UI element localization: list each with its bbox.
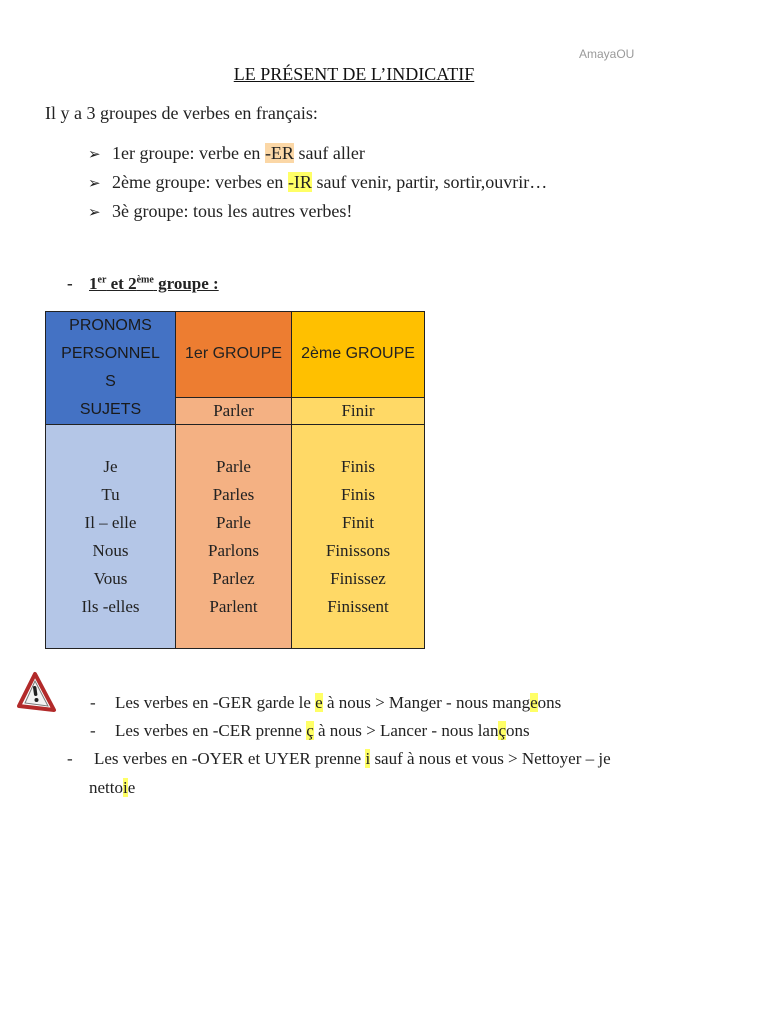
group2-header: 2ème GROUPE — [292, 312, 425, 398]
arrow-bullet-icon: ➢ — [88, 147, 101, 163]
list-item: ➢ 2ème groupe: verbes en -IR sauf venir, partir, sortir,ouvrir… — [88, 170, 547, 199]
conjugation-table — [45, 311, 425, 649]
list-item: ➢ 3è groupe: tous les autres verbes! — [88, 199, 547, 228]
highlight: -ER — [264, 143, 294, 163]
watermark: AmayaOU — [579, 47, 635, 61]
warning-triangle-icon — [16, 670, 58, 716]
rule-cer: - Les verbes en -CER prenne ç à nous > Lancer - nous lançons — [90, 721, 530, 740]
group2-forms: Finis Finis Finit Finissons Finissez Finissent — [292, 425, 425, 649]
group1-forms: Parle Parles Parle Parlons Parlez Parlent — [176, 425, 292, 649]
group-list — [88, 141, 547, 228]
group1-header: 1er GROUPE — [176, 312, 292, 398]
intro-text: Il y a 3 groupes de verbes en français: — [45, 103, 318, 123]
rule-oyer: - Les verbes en -OYER et UYER prenne i sauf à nous et vous > Nettoyer – je — [67, 749, 611, 768]
group1-verb: Parler — [176, 397, 292, 425]
pronoun-header: PRONOMS PERSONNEL S SUJETS — [46, 312, 176, 425]
section-heading: - 1er et 2ème groupe : — [67, 274, 219, 293]
highlight: -IR — [287, 172, 312, 192]
list-item: ➢ 1er groupe: verbe en -ER sauf aller — [88, 141, 547, 170]
rule-oyer-continued: nettoie — [89, 778, 136, 797]
page-title: LE PRÉSENT DE L’INDICATIF — [233, 64, 475, 84]
arrow-bullet-icon: ➢ — [88, 176, 101, 192]
pronoun-list: Je Tu Il – elle Nous Vous Ils -elles — [46, 425, 176, 649]
rule-ger: - Les verbes en -GER garde le e à nous > Manger - nous mangeons — [90, 693, 562, 712]
group2-verb: Finir — [292, 397, 425, 425]
arrow-bullet-icon: ➢ — [88, 205, 101, 221]
